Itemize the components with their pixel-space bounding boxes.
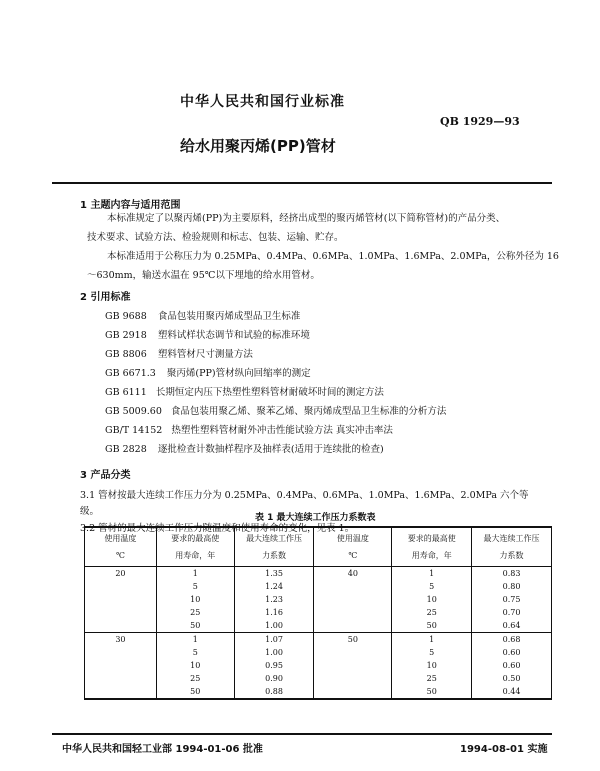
table-cell	[314, 659, 392, 672]
reference-code: GB 5009.60	[105, 406, 162, 417]
effective-date: 1994-08-01 实施	[460, 744, 548, 755]
table-cell: 20	[85, 567, 157, 581]
table-cell: 30	[85, 633, 157, 647]
reference-code: GB 6111	[105, 387, 147, 398]
table-row	[85, 593, 552, 606]
table-row	[85, 633, 552, 647]
reference-item	[105, 441, 384, 455]
table-cell	[314, 593, 392, 606]
section1-para2-line2: ～630mm，输送水温在 95℃以下埋地的给水用管材。	[87, 270, 320, 281]
reference-title: 塑料试样状态调节和试验的标准环境	[157, 330, 310, 341]
section3-heading: 3 产品分类	[80, 470, 131, 481]
table-cell: 1.23	[234, 593, 314, 606]
table-cell: 1.00	[234, 619, 314, 633]
reference-title: 长期恒定内压下热塑性塑料管材耐破坏时间的测定方法	[155, 387, 384, 398]
table-cell	[85, 606, 157, 619]
reference-item	[105, 403, 446, 417]
section1-heading: 1 主题内容与适用范围	[80, 200, 181, 211]
table-cell: 0.50	[472, 672, 552, 685]
table-row	[85, 606, 552, 619]
reference-item	[105, 327, 310, 341]
section1-body	[87, 209, 557, 285]
reference-item	[105, 365, 311, 379]
table-cell	[85, 672, 157, 685]
table-cell: 0.90	[234, 672, 314, 685]
table-cell: 40	[314, 567, 392, 581]
table-cell: 5	[392, 646, 472, 659]
header-life: 要求的最高使 用寿命，年	[156, 527, 234, 567]
header-life: 要求的最高使 用寿命，年	[392, 527, 472, 567]
header-temp: 使用温度 ℃	[314, 527, 392, 567]
table-cell: 0.60	[472, 646, 552, 659]
table-cell: 50	[392, 685, 472, 699]
table-cell: 50	[156, 619, 234, 633]
clause-3-2: 3.2 管材的最大连续工作压力随温度和使用寿命的变化，见表 1。	[80, 523, 355, 534]
table-cell: 25	[392, 606, 472, 619]
reference-code: GB 9688	[105, 311, 147, 322]
table-cell: 10	[156, 659, 234, 672]
reference-title: 塑料管材尺寸测量方法	[157, 349, 253, 360]
standard-code: QB 1929—93	[440, 115, 520, 128]
table-cell	[314, 672, 392, 685]
reference-item	[105, 346, 253, 360]
reference-title: 食品包装用聚乙烯、聚苯乙烯、聚丙烯成型品卫生标准的分析方法	[170, 406, 447, 417]
reference-code: GB/T 14152	[105, 425, 163, 436]
table-caption: 表 1 最大连续工作压力系数表	[255, 513, 376, 523]
document-title: 给水用聚丙烯(PP)管材	[180, 137, 336, 155]
table-cell: 1	[392, 633, 472, 647]
table-cell: 25	[156, 672, 234, 685]
table-cell: 0.70	[472, 606, 552, 619]
table-cell: 1	[392, 567, 472, 581]
table-cell: 10	[392, 659, 472, 672]
table-row	[85, 672, 552, 685]
table-cell: 50	[156, 685, 234, 699]
table-cell: 0.44	[472, 685, 552, 699]
table-cell: 50	[392, 619, 472, 633]
table-cell: 0.88	[234, 685, 314, 699]
section2-heading: 2 引用标准	[80, 292, 131, 303]
table-cell: 0.83	[472, 567, 552, 581]
table-cell: 10	[156, 593, 234, 606]
reference-item	[105, 308, 300, 322]
table-cell: 1.07	[234, 633, 314, 647]
table-cell	[85, 619, 157, 633]
table-header-row	[85, 527, 552, 567]
table-row	[85, 685, 552, 699]
table-cell	[314, 580, 392, 593]
table-cell: 1	[156, 567, 234, 581]
footer-rule	[52, 733, 552, 735]
table-cell	[85, 685, 157, 699]
table-cell: 1.24	[234, 580, 314, 593]
reference-item	[105, 422, 393, 436]
table-cell: 25	[156, 606, 234, 619]
table-cell	[85, 646, 157, 659]
table-cell: 1.35	[234, 567, 314, 581]
reference-code: GB 2828	[105, 444, 147, 455]
header-rule	[52, 182, 552, 184]
reference-title: 热塑性塑料管材耐外冲击性能试验方法 真实冲击率法	[171, 425, 393, 436]
table-cell: 0.95	[234, 659, 314, 672]
reference-code: GB 8806	[105, 349, 147, 360]
header-factor: 最大连续工作压 力系数	[234, 527, 314, 567]
table-row	[85, 646, 552, 659]
table-cell: 1.00	[234, 646, 314, 659]
table-cell: 1	[156, 633, 234, 647]
table-cell	[314, 685, 392, 699]
table-cell: 1.16	[234, 606, 314, 619]
reference-code: GB 2918	[105, 330, 147, 341]
header-factor: 最大连续工作压 力系数	[472, 527, 552, 567]
table-cell	[314, 619, 392, 633]
table-cell: 0.68	[472, 633, 552, 647]
industry-standard-label: 中华人民共和国行业标准	[180, 94, 345, 110]
section1-para1-line2: 技术要求、试验方法、检验规则和标志、包装、运输、贮存。	[87, 232, 344, 243]
reference-title: 聚丙烯(PP)管材纵向回缩率的测定	[166, 368, 311, 379]
table-cell	[314, 646, 392, 659]
table-cell: 50	[314, 633, 392, 647]
reference-title: 逐批检查计数抽样程序及抽样表(适用于连续批的检查)	[157, 444, 384, 455]
table-cell: 0.60	[472, 659, 552, 672]
reference-item	[105, 384, 384, 398]
table-cell	[85, 580, 157, 593]
clause-3-1-line2: 级。	[80, 506, 100, 517]
reference-title: 食品包装用聚丙烯成型品卫生标准	[157, 311, 301, 322]
clause-3-1-line1: 3.1 管材按最大连续工作压力分为 0.25MPa、0.4MPa、0.6MPa、1.0MPa、1.6MPa、2.0MPa 六个等	[80, 490, 529, 501]
table-cell: 25	[392, 672, 472, 685]
table-cell	[85, 593, 157, 606]
reference-code: GB 6671.3	[105, 368, 156, 379]
table-row	[85, 567, 552, 581]
approval-line: 中华人民共和国轻工业部 1994-01-06 批准	[62, 744, 263, 755]
table-cell: 10	[392, 593, 472, 606]
table-cell: 0.64	[472, 619, 552, 633]
table-cell: 5	[392, 580, 472, 593]
table-cell: 5	[156, 646, 234, 659]
table-cell: 5	[156, 580, 234, 593]
table-cell: 0.80	[472, 580, 552, 593]
header-temp: 使用温度 ℃	[85, 527, 157, 567]
pressure-factor-table	[84, 526, 552, 700]
table-row	[85, 580, 552, 593]
section1-para2-line1: 本标准适用于公称压力为 0.25MPa、0.4MPa、0.6MPa、1.0MPa、1.6MPa、2.0MPa，公称外径为 16	[107, 251, 559, 262]
table-cell: 0.75	[472, 593, 552, 606]
section1-para1-line1: 本标准规定了以聚丙烯(PP)为主要原料，经挤出成型的聚丙烯管材(以下简称管材)的产品分类、	[107, 213, 506, 224]
table-row	[85, 619, 552, 633]
table-row	[85, 659, 552, 672]
table-cell	[85, 659, 157, 672]
table-cell	[314, 606, 392, 619]
